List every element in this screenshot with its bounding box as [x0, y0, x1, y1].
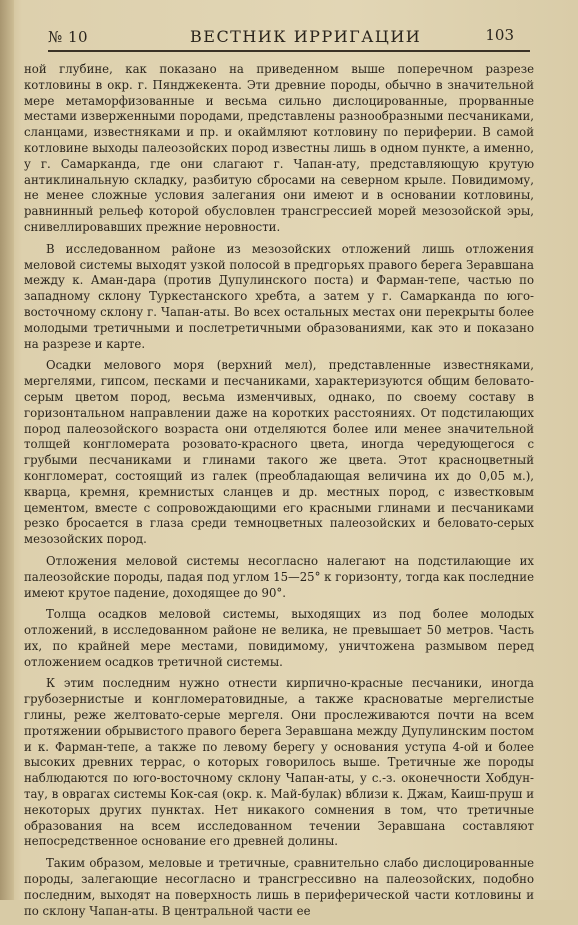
paragraph: В исследованном районе из мезозойских отложений лишь отложения меловой системы выходят узкой полосой в предгорьях правого берега Зеравшана между к. Аман-дара (против Дупулинского поста) и Фарман-тепе, частью по западному склону Туркестанского хребта, а затем у г. Самарканда по юго-восточному склону г. Чапан-аты. Во всех остальных местах они перекрыты более молодыми третичными и послетретичными образованиями, как это и показано на разрезе и карте. — [24, 241, 534, 351]
page-number: 103 — [485, 26, 514, 44]
binding-shadow — [0, 0, 14, 900]
article-body — [24, 62, 534, 925]
paragraph: ной глубине, как показано на приведенном выше поперечном разрезе котловины в окр. г. Пянджекента. Эти древние породы, обычно в значительной мере метаморфизованные и весьма сильно дислоцированные, прорванные местами изверженными породами, представлены разнообразными песчаниками, сланцами, известняками и пр. и окаймляют котловину по периферии. В самой котловине выходы палеозойских пород известны лишь в одном пункте, а именно, у г. Самарканда, где они слагают г. Чапан-ату, представляющую крутую антиклинальную складку, разбитую сбросами на северном крыле. Повидимому, не менее сложные условия залегания они имеют и в основании котловины, равнинный рельеф которой обусловлен трансгрессией морей мезозойской эры, снивеллировавших прежние неровности. — [24, 62, 534, 234]
page-header — [48, 26, 530, 52]
paragraph: Таким образом, меловые и третичные, сравнительно слабо дислоцированные породы, залегающие несогласно и трансгрессивно на палеозойских, подобно последним, выходят на поверхность лишь в периферической части котловины и по склону Чапан-аты. В центральной части ее — [24, 856, 534, 918]
paragraph: Отложения меловой системы несогласно налегают на подстилающие их палеозойские породы, падая под углом 15—25° к горизонту, тогда как последние имеют крутое падение, доходящее до 90°. — [24, 553, 534, 600]
issue-number: № 10 — [48, 28, 89, 46]
paragraph: Осадки мелового моря (верхний мел), представленные известняками, мергелями, гипсом, песками и песчаниками, характеризуются общим беловато-серым цветом пород, весьма изменчивых, однако, по своему составу в горизонтальном направлении даже на коротких расстояниях. От подстилающих пород палеозойского возраста они отделяются более или менее значительной толщей конгломерата розовато-красного цвета, иногда чередующегося с грубыми песчаниками и глинами такого же цвета. Этот красноцветный конгломерат, состоящий из галек (преобладающая величина их до 0,05 м.), кварца, кремня, кремнистых сланцев и др. местных пород, с известковым цементом, вместе с сопровождающими его красными глинами и песчаниками резко бросается в глаза среди темноцветных палеозойских и беловато-серых мезозойских пород. — [24, 358, 534, 547]
journal-title: ВЕСТНИК ИРРИГАЦИИ — [190, 27, 422, 46]
paragraph: К этим последним нужно отнести кирпично-красные песчаники, иногда грубозернистые и конгломератовидные, а также красноватые мергелистые глины, реже желтовато-серые мергеля. Они прослеживаются почти на всем протяжении обрывистого правого берега Зеравшана между Дупулинским постом и к. Фарман-тепе, а также по левому берегу у основания уступа 4-ой и более высоких древних террас, о которых говорилось выше. Третичные же породы наблюдаются по юго-восточному склону Чапан-аты, у с.-з. оконечности Хобдун-тау, в оврагах системы Кок-сая (окр. к. Май-булак) вблизи к. Джам, Каиш-пруш и некоторых других пунктах. Нет никакого сомнения в том, что третичные образования на всем исследованном течении Зеравшана составляют непосредственное основание его древней долины. — [24, 676, 534, 849]
paragraph: Толща осадков меловой системы, выходящих из под более молодых отложений, в исследованном районе не велика, не превышает 50 метров. Часть их, по крайней мере местами, повидимому, уничтожена размывом перед отложением осадков третичной системы. — [24, 607, 534, 669]
